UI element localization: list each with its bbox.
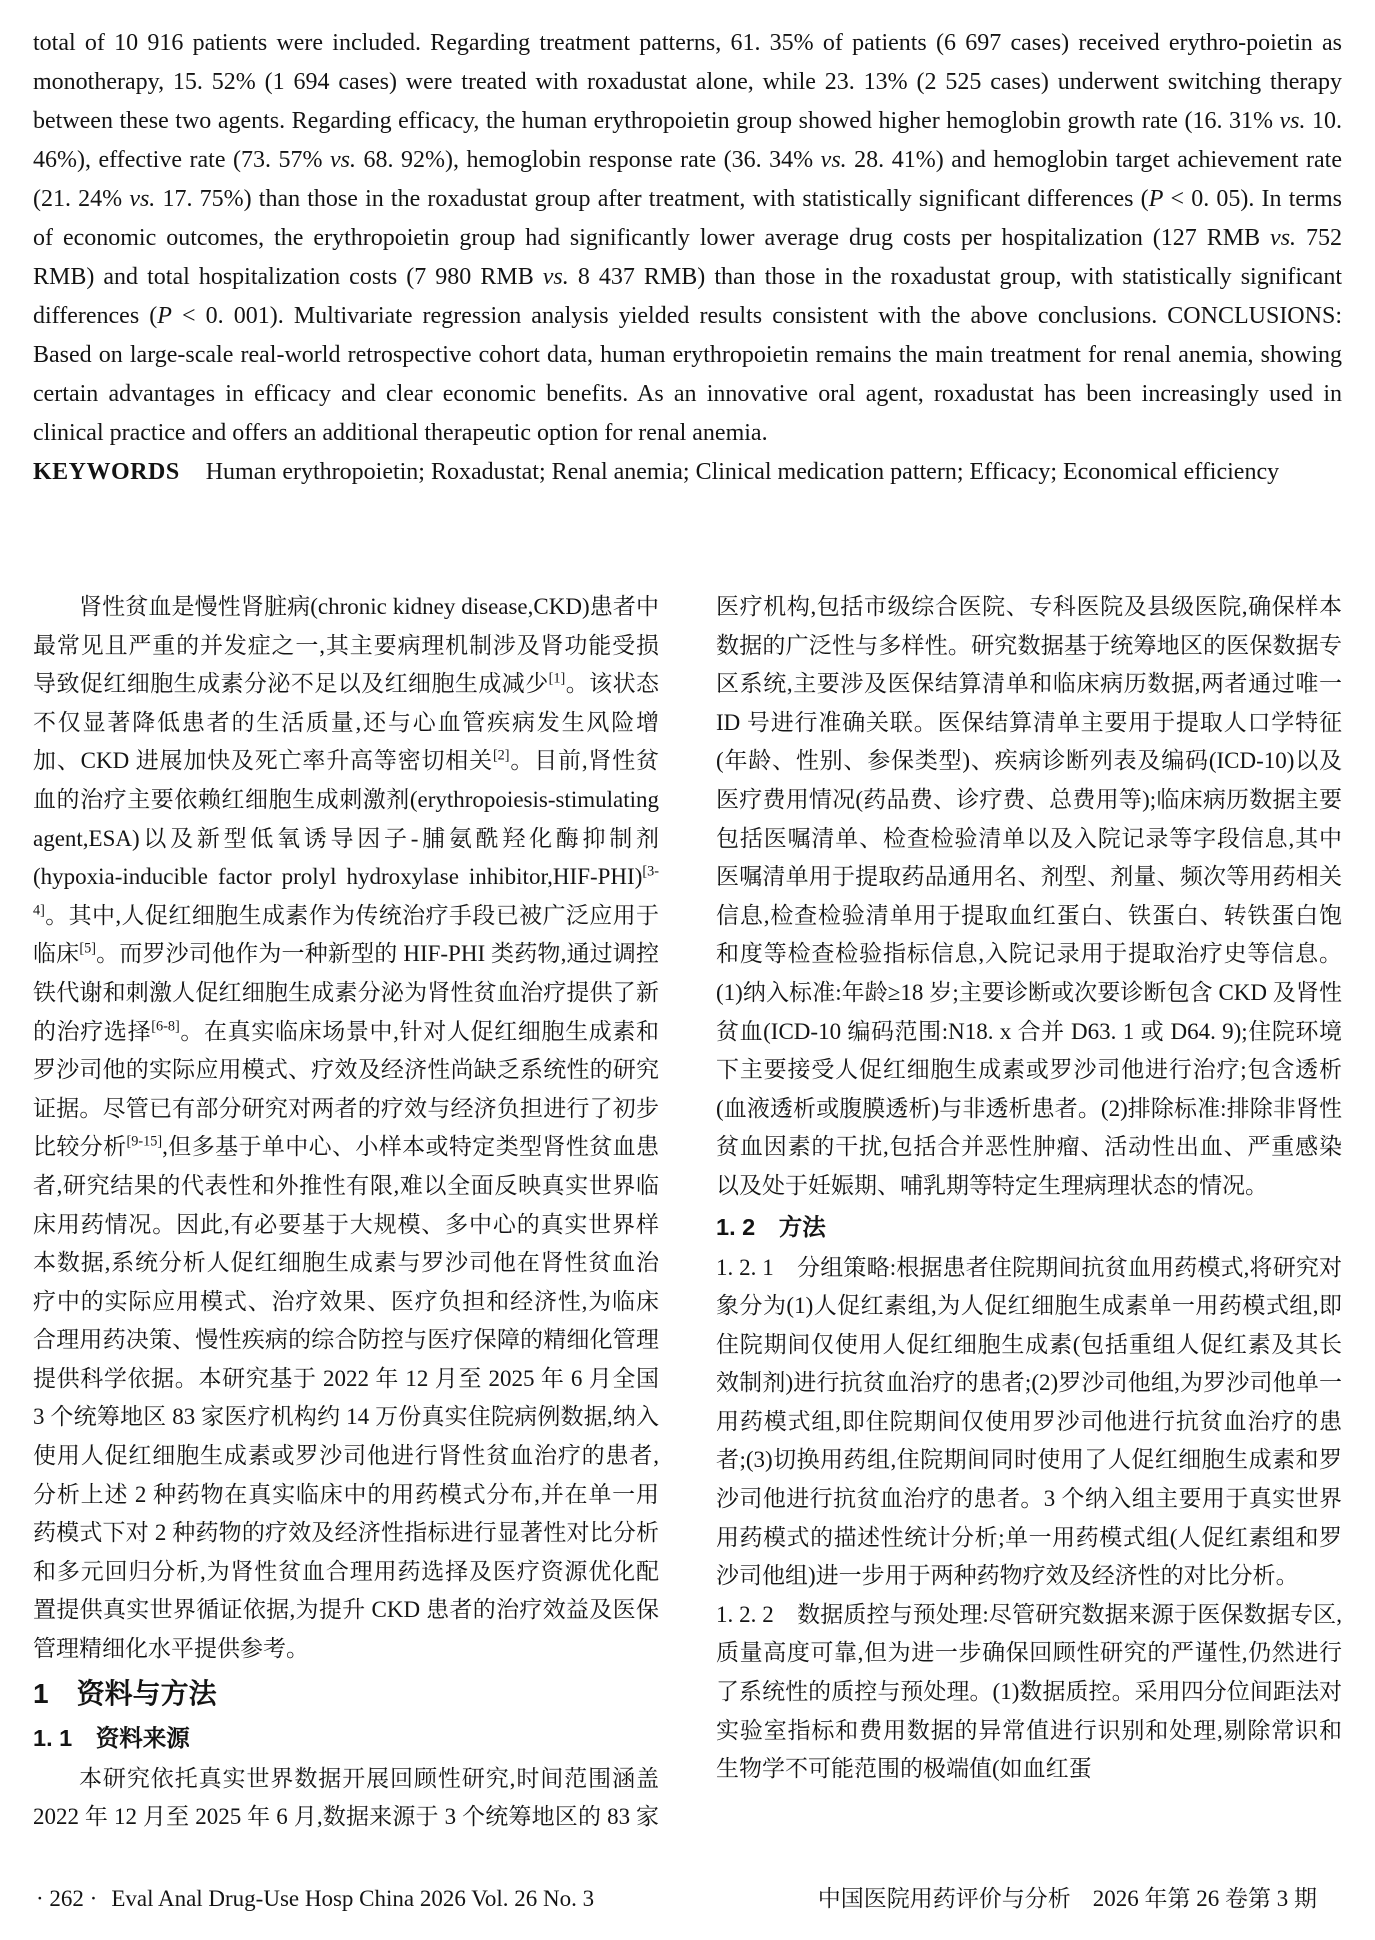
footer-journal-cn: 中国医院用药评价与分析 bbox=[817, 1886, 1071, 1911]
intro-paragraph: 肾性贫血是慢性肾脏病(chronic kidney disease,CKD)患者中最常见且严重的并发症之一,其主要病理机制涉及肾功能受损导致促红细胞生成素分泌不足以及红细胞生成减少[1]。该状态不仅显著降低患者的生活质量,还与心血管疾病发生风险增加、CKD 进展加快及死亡率升高等密切相关[2]。目前,肾性贫血的治疗主要依赖红细胞生成刺激剂(erythropoiesis-stimulating agent,ESA)以及新型低氧诱导因子-脯氨酰羟化酶抑制剂(hypoxia-inducible factor prolyl hydroxylase inhibitor,HIF-PHI)[3-4]。其中,人促红细胞生成素作为传统治疗手段已被广泛应用于临床[5]。而罗沙司他作为一种新型的 HIF-PHI 类药物,通过调控铁代谢和刺激人促红细胞生成素分泌为肾性贫血治疗提供了新的治疗选择[6-8]。在真实临床场景中,针对人促红细胞生成素和罗沙司他的实际应用模式、疗效及经济性尚缺乏系统性的研究证据。尽管已有部分研究对两者的疗效与经济负担进行了初步比较分析[9-15],但多基于单中心、小样本或特定类型肾性贫血患者,研究结果的代表性和外推性有限,难以全面反映真实世界临床用药情况。因此,有必要基于大规模、多中心的真实世界样本数据,系统分析人促红细胞生成素与罗沙司他在肾性贫血治疗中的实际应用模式、治疗效果、医疗负担和经济性,为临床合理用药决策、慢性疾病的综合防控与医疗保障的精细化管理提供科学依据。本研究基于 2022 年 12 月至 2025 年 6 月全国 3 个统筹地区 83 家医疗机构约 14 万份真实住院病例数据,纳入使用人促红细胞生成素或罗沙司他进行肾性贫血治疗的患者,分析上述 2 种药物在真实临床中的用药模式分布,并在单一用药模式下对 2 种药物的疗效及经济性指标进行显著性对比分析和多元回归分析,为肾性贫血合理用药选择及医疗资源优化配置提供真实世界循证依据,为提升 CKD 患者的治疗效益及医保管理精细化水平提供参考。 bbox=[33, 594, 660, 1662]
footer-issue-cn: 2026 年第 26 卷第 3 期 bbox=[1092, 1886, 1317, 1911]
page-footer bbox=[36, 1884, 1339, 1914]
abstract-continuation-text: total of 10 916 patients were included. Regarding treatment patterns, 61. 35% of patients (6 697 cases) received erythro-poietin as monotherapy, 15. 52% (1 694 cases) were treated with roxadustat alone, while 23. 13% (2 525 cases) underwent switching therapy between these two agents. Regarding efficacy, the human erythropoietin group showed higher hemoglobin growth rate (16. 31% vs. 10. 46%), effective rate (73. 57% vs. 68. 92%), hemoglobin response rate (36. 34% vs. 28. 41%) and hemoglobin target achievement rate (21. 24% vs. 17. 75%) than those in the roxadustat group after treatment, with statistically significant differences (P < 0. 05). In terms of economic outcomes, the erythropoietin group had significantly lower average drug costs per hospitalization (127 RMB vs. 752 RMB) and total hospitalization costs (7 980 RMB vs. 8 437 RMB) than those in the roxadustat group, with statistically significant differences (P < 0. 001). Multivariate regression analysis yielded results consistent with the above conclusions. CONCLUSIONS: Based on large-scale real-world retrospective cohort data, human erythropoietin remains the main treatment for renal anemia, showing certain advantages in efficacy and clear economic benefits. As an innovative oral agent, roxadustat has been increasingly used in clinical practice and offers an additional therapeutic option for renal anemia. bbox=[33, 30, 1343, 446]
subsection-heading-methods: 1. 2 方法 bbox=[716, 1213, 826, 1240]
footer-journal-en: Eval Anal Drug-Use Hosp China 2026 Vol. 26 No. 3 bbox=[111, 1886, 595, 1911]
section-heading-materials-methods: 1 资料与方法 bbox=[33, 1677, 217, 1709]
data-qc-paragraph: 1. 2. 2 数据质控与预处理:尽管研究数据来源于医保数据专区,质量高度可靠,但为进一步确保回顾性研究的严谨性,仍然进行了系统性的质控与预处理。(1)数据质控。采用四分位间距法对实验室指标和费用数据的异常值进行识别和处理,剔除常识和生物学不可能范围的极端值(如血红蛋 bbox=[716, 1601, 1342, 1782]
footer-left bbox=[36, 1884, 608, 1914]
subsection-heading-data-source: 1. 1 资料来源 bbox=[33, 1724, 190, 1751]
page-number: · 262 · bbox=[36, 1886, 98, 1911]
grouping-strategy-paragraph: 1. 2. 1 分组策略:根据患者住院期间抗贫血用药模式,将研究对象分为(1)人促红素组,为人促红细胞生成素单一用药模式组,即住院期间仅使用人促红细胞生成素(包括重组人促红素及其长效制剂)进行抗贫血治疗的患者;(2)罗沙司他组,为罗沙司他单一用药模式组,即住院期间仅使用罗沙司他进行抗贫血治疗的患者;(3)切换用药组,住院期间同时使用了人促红细胞生成素和罗沙司他进行抗贫血治疗的患者。3 个纳入组主要用于真实世界用药模式的描述性统计分析;单一用药模式组(人促红素组和罗沙司他组)进一步用于两种药物疗效及经济性的对比分析。 bbox=[716, 1254, 1342, 1589]
keywords-line bbox=[33, 453, 1342, 492]
english-abstract bbox=[33, 24, 1342, 492]
data-source-paragraph: 本研究依托真实世界数据开展回顾性研究,时间范围涵盖 2022 年 12 月至 2025 年 6 月,数据来源于 3 个统筹地区的 83 家医疗机构,包括市级综合医院、专科医院及县级医院,确保样本数据的广泛性与多样性。研究数据基于统筹地区的医保数据专区系统,主要涉及医保结算清单和临床病历数据,两者通过唯一 ID 号进行准确关联。医保结算清单主要用于提取人口学特征(年龄、性别、参保类型)、疾病诊断列表及编码(ICD-10)以及医疗费用情况(药品费、诊疗费、总费用等);临床病历数据主要包括医嘱清单、检查检验清单以及入院记录等字段信息,其中医嘱清单用于提取药品通用名、剂型、剂量、频次等用药相关信息,检查检验清单用于提取血红蛋白、铁蛋白、转铁蛋白饱和度等检查检验指标信息,入院记录用于提取治疗史等信息。(1)纳入标准:年龄≥18 岁;主要诊断或次要诊断包含 CKD 及肾性贫血(ICD-10 编码范围:N18. x 合并 D63. 1 或 D64. 9);住院环境下主要接受人促红细胞生成素或罗沙司他进行治疗;包含透析(血液透析或腹膜透析)与非透析患者。(2)排除标准:排除非肾性贫血因素的干扰,包括合并恶性肿瘤、活动性出血、严重感染以及处于妊娠期、哺乳期等特定生理病理状态的情况。 bbox=[33, 594, 1342, 1830]
two-column-body bbox=[33, 588, 1342, 1850]
keywords-label: KEYWORDS bbox=[33, 459, 180, 485]
keywords-text: Human erythropoietin; Roxadustat; Renal anemia; Clinical medication pattern; Efficacy; Economical efficiency bbox=[205, 459, 1280, 485]
footer-right bbox=[818, 1884, 1339, 1914]
